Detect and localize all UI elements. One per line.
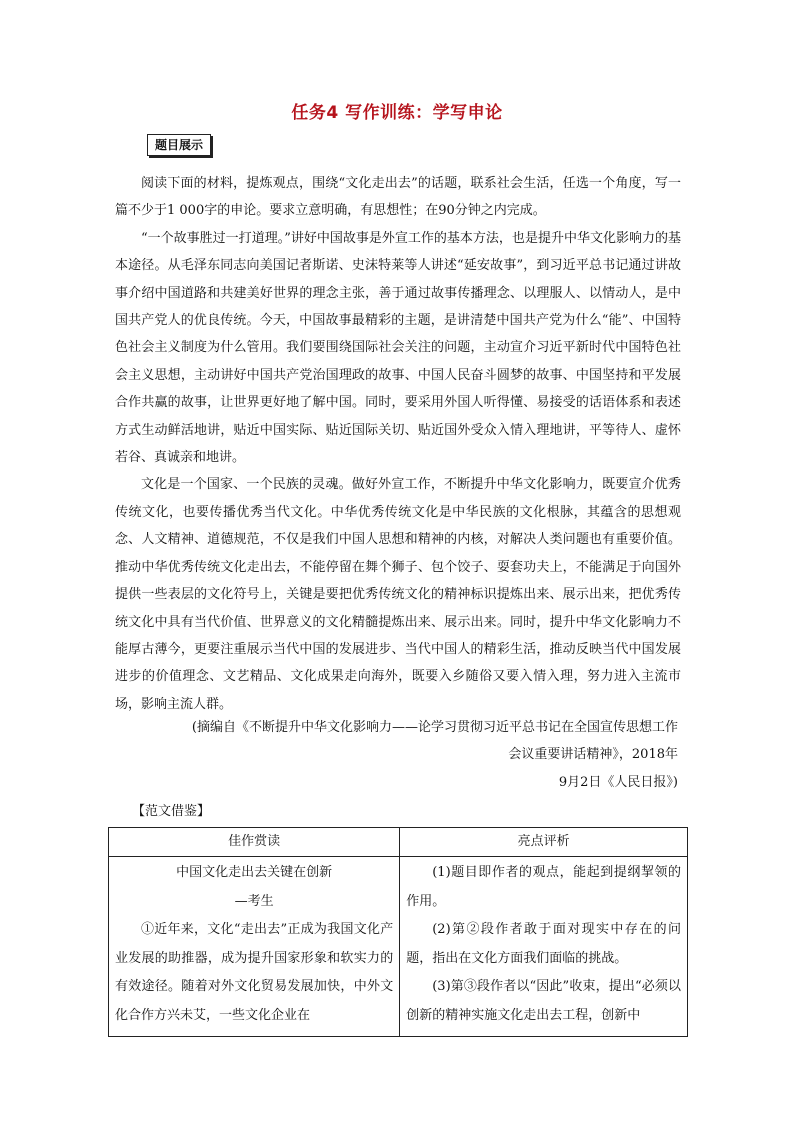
model-essay-table [108, 827, 688, 1037]
material-paragraph-2: 文化是一个国家、一个民族的灵魂。做好外宣工作，不断提升中华文化影响力，既要宣介优秀传统文化，也要传播优秀当代文化。中华优秀传统文化是中华民族的文化根脉，其蕴含的思想观念、人文精神、道德规范，不仅是我们中国人思想和精神的内核，对解决人类问题也有重要价值。推动中华优秀传统文化走出去，不能停留在舞个狮子、包个饺子、耍套功夫上，不能满足于向国外提供一些表层的文化符号上，关键是要把优秀传统文化的精神标识提炼出来、展示出来，把优秀传统文化中具有当代价值、世界意义的文化精髓提炼出来、展示出来。同时，提升中华文化影响力不能厚古薄今，更要注重展示当代中国的发展进步、当代中国人的精彩生活，推动反映当代中国发展进步的价值理念、文艺精品、文化成果走向海外，既要入乡随俗又要入情入理，努力进入主流市场，影响主流人群。 [115, 477, 681, 712]
source-citation [150, 714, 678, 796]
header-essay: 佳作赏读 [109, 828, 400, 857]
comment-3: (3)第③段作者以“因此”收束，提出“必须以创新的精神实施文化走出去工程，创新中 [406, 979, 681, 1023]
essay-author: —考生 [234, 893, 274, 909]
essay-cell [109, 857, 400, 1037]
comments-cell [400, 857, 688, 1037]
source-line-2: 会议重要讲话精神》，2018年 [508, 747, 678, 763]
comment-1: (1)题目即作者的观点，能起到提纲挈领的作用。 [406, 865, 681, 909]
table-row [109, 857, 688, 1037]
reading-material [115, 170, 681, 718]
page-title: 任务4 写作训练：学写申论 [291, 103, 503, 123]
section-tag: 题目展示 [147, 134, 211, 156]
header-comments: 亮点评析 [400, 828, 688, 857]
writing-prompt: 阅读下面的材料，提炼观点，围绕“文化走出去”的话题，联系社会生活，任选一个角度，写一篇不少于1 000字的申论。要求立意明确，有思想性；在90分钟之内完成。 [115, 176, 681, 219]
comment-2: (2)第②段作者敢于面对现实中存在的问题，指出在文化方面我们面临的挑战。 [406, 922, 681, 966]
material-paragraph-1: “一个故事胜过一打道理。”讲好中国故事是外宣工作的基本方法，也是提升中华文化影响力的基本途径。从毛泽东同志向美国记者斯诺、史沫特莱等人讲述“延安故事”，到习近平总书记通过讲故事介绍中国道路和共建美好世界的理念主张，善于通过故事传播理念、以理服人、以情动人，是中国共产党人的优良传统。今天，中国故事最精彩的主题，是讲清楚中国共产党为什么“能”、中国特色社会主义制度为什么管用。我们要围绕国际社会关注的问题，主动宣介习近平新时代中国特色社会主义思想，主动讲好中国共产党治国理政的故事、中国人民奋斗圆梦的故事、中国坚持和平发展合作共赢的故事，让世界更好地了解中国。同时，要采用外国人听得懂、易接受的话语体系和表述方式生动鲜活地讲，贴近中国实际、贴近国际关切、贴近国外受众入情入理地讲，平等待人、虚怀若谷、真诚亲和地讲。 [115, 230, 681, 466]
table-header-row [109, 828, 688, 857]
source-line-3: 9月2日《人民日报》) [558, 774, 678, 790]
source-line-1: (摘编自《不断提升中华文化影响力——论学习贯彻习近平总书记在全国宣传思想工作 [191, 720, 678, 735]
essay-paragraph-1: ①近年来，文化“走出去”正成为我国文化产业发展的助推器，成为提升国家形象和软实力的有效途径。随着对外文化贸易发展加快，中外文化合作方兴未艾，一些文化企业在 [115, 922, 394, 1023]
model-essay-label: 【范文借鉴】 [132, 804, 211, 819]
essay-title: 中国文化走出去关键在创新 [176, 865, 333, 880]
